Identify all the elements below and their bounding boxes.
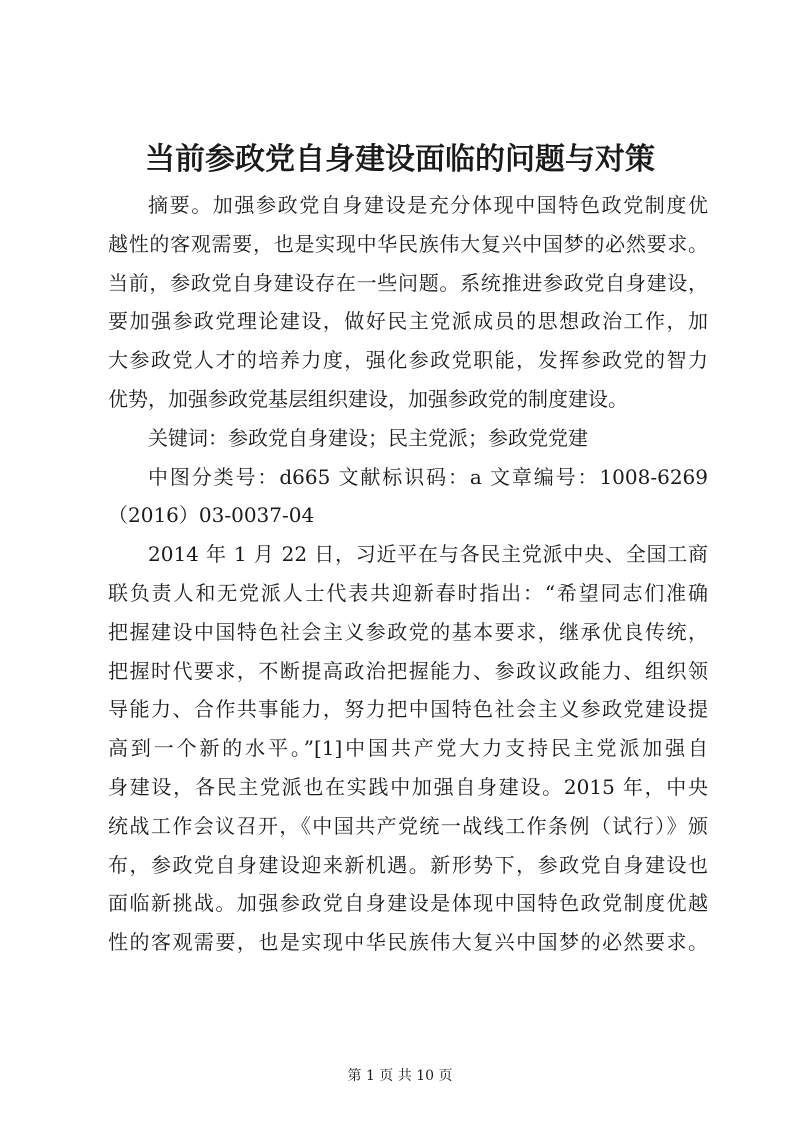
body-line-7: 身建设，各民主党派也在实践中加强自身建设。2015 年，中央: [108, 774, 708, 799]
abstract-line-6: 优势，加强参政党基层组织建设，加强参政党的制度建设。: [108, 386, 628, 411]
body-line-11: 性的客观需要，也是实现中华民族伟大复兴中国梦的必然要求。: [108, 930, 708, 955]
document-body: [108, 186, 708, 962]
abstract-line-4: 要加强参政党理论建设，做好民主党派成员的思想政治工作，加: [108, 309, 708, 334]
body-line-2: 联负责人和无党派人士代表共迎新春时指出：“希望同志们准确: [108, 580, 708, 605]
page-number-footer: 第 1 页 共 10 页: [347, 1068, 453, 1084]
body-line-8: 统战工作会议召开，《中国共产党统一战线工作条例（试行）》颁: [108, 813, 708, 838]
abstract-line-1: 摘要。加强参政党自身建设是充分体现中国特色政党制度优: [148, 193, 708, 217]
abstract-line-3: 当前，参政党自身建设存在一些问题。系统推进参政党自身建设，: [108, 270, 708, 295]
keywords-line: 关键词：参政党自身建设；民主党派；参政党党建: [148, 425, 588, 450]
body-line-4: 把握时代要求，不断提高政治把握能力、参政议政能力、组织领: [108, 658, 708, 683]
body-line-10: 面临新挑战。加强参政党自身建设是体现中国特色政党制度优越: [108, 891, 708, 916]
body-line-1: 2014 年 1 月 22 日，习近平在与各民主党派中央、全国工商: [148, 542, 708, 567]
body-line-5: 导能力、合作共事能力，努力把中国特色社会主义参政党建设提: [108, 697, 708, 722]
abstract-line-2: 越性的客观需要，也是实现中华民族伟大复兴中国梦的必然要求。: [108, 231, 708, 256]
body-line-3: 把握建设中国特色社会主义参政党的基本要求，继承优良传统，: [108, 619, 708, 644]
classification-line: 中图分类号：d665 文献标识码：a 文章编号：1008-6269: [148, 464, 708, 489]
abstract-line-5: 大参政党人才的培养力度，强化参政党职能，发挥参政党的智力: [108, 348, 708, 373]
body-line-9: 布，参政党自身建设迎来新机遇。新形势下，参政党自身建设也: [108, 852, 708, 877]
body-line-6: 高到一个新的水平。”[1]中国共产党大力支持民主党派加强自: [108, 736, 708, 761]
document-title: 当前参政党自身建设面临的问题与对策: [145, 142, 655, 177]
classification-line-2: （2016）03-0037-04: [108, 503, 315, 528]
